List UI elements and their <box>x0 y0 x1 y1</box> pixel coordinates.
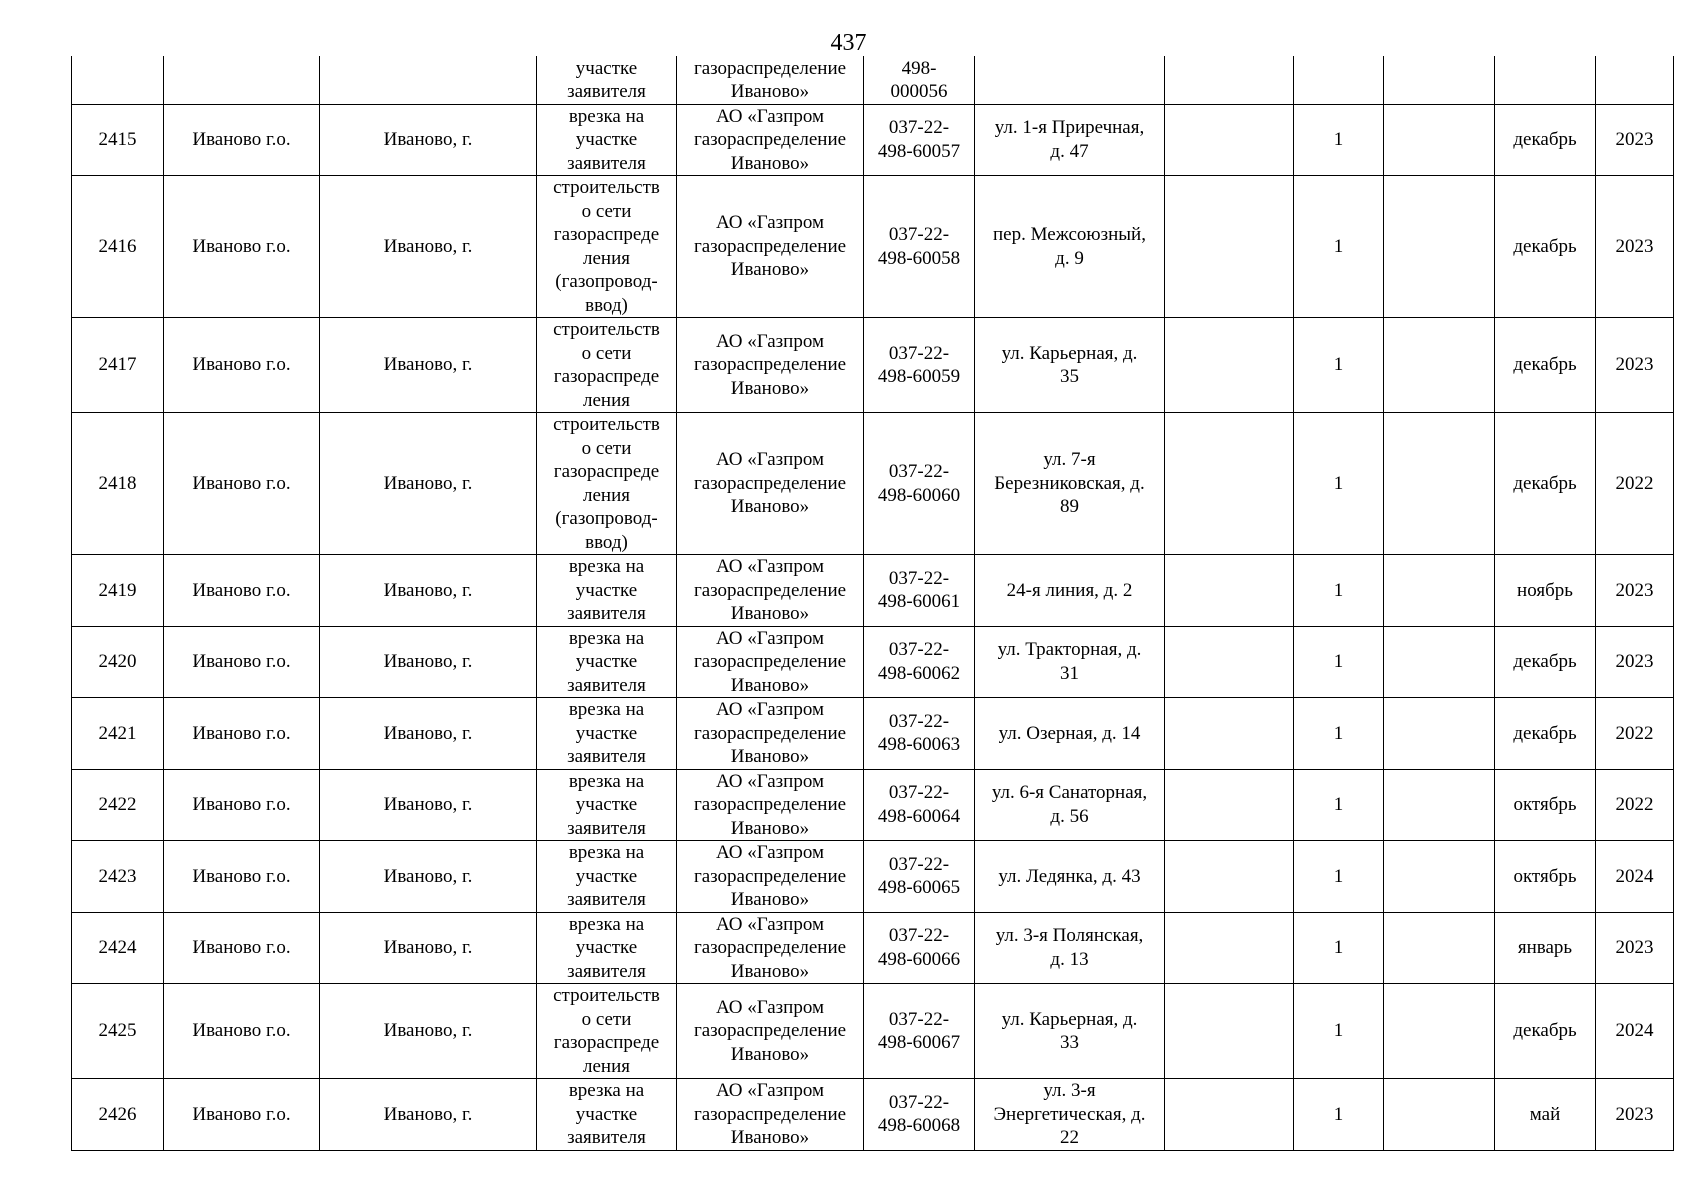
cell-code: 037-22- 498-60061 <box>864 555 975 627</box>
cell-locality: Иваново, г. <box>320 626 537 698</box>
cell-locality: Иваново, г. <box>320 841 537 913</box>
cell-organization: АО «Газпром газораспределение Иваново» <box>677 176 864 318</box>
cell-work-type: врезка на участке заявителя <box>537 698 677 770</box>
cell-locality: Иваново, г. <box>320 555 537 627</box>
cell-address: ул. Карьерная, д. 35 <box>975 318 1165 413</box>
table-row <box>72 176 1674 318</box>
cell-locality: Иваново, г. <box>320 698 537 770</box>
cell-code: 037-22- 498-60067 <box>864 984 975 1079</box>
cell-district: Иваново г.о. <box>164 104 320 176</box>
cell-number: 2420 <box>72 626 164 698</box>
cell-extra <box>1165 318 1294 413</box>
cell-blank <box>1384 769 1495 841</box>
cell-number: 2417 <box>72 318 164 413</box>
cell-year: 2022 <box>1596 413 1674 555</box>
cell-year: 2023 <box>1596 176 1674 318</box>
cell-year: 2023 <box>1596 626 1674 698</box>
cell-year: 2022 <box>1596 698 1674 770</box>
cell-quantity: 1 <box>1294 841 1384 913</box>
cell-year: 2023 <box>1596 318 1674 413</box>
cell-organization: АО «Газпром газораспределение Иваново» <box>677 413 864 555</box>
cell-year: 2023 <box>1596 104 1674 176</box>
cell-number: 2421 <box>72 698 164 770</box>
cell-work-type: врезка на участке заявителя <box>537 626 677 698</box>
cell-quantity: 1 <box>1294 413 1384 555</box>
table-row <box>72 841 1674 913</box>
cell-blank <box>1384 1079 1495 1151</box>
continuation-row <box>72 56 1674 104</box>
cell-work-type: врезка на участке заявителя <box>537 769 677 841</box>
cell-organization: АО «Газпром газораспределение Иваново» <box>677 1079 864 1151</box>
cell-quantity: 1 <box>1294 318 1384 413</box>
cell-blank <box>1384 56 1495 104</box>
cell-month: декабрь <box>1495 413 1596 555</box>
cell-blank <box>1384 555 1495 627</box>
cell-quantity: 1 <box>1294 698 1384 770</box>
registry-table-body <box>72 56 1674 1150</box>
cell-district: Иваново г.о. <box>164 318 320 413</box>
cell-month: декабрь <box>1495 626 1596 698</box>
cell-address: ул. 6-я Санаторная, д. 56 <box>975 769 1165 841</box>
cell-year: 2024 <box>1596 984 1674 1079</box>
cell-work-type: врезка на участке заявителя <box>537 555 677 627</box>
cell-quantity: 1 <box>1294 984 1384 1079</box>
cell-blank <box>1384 104 1495 176</box>
cell-blank <box>1384 698 1495 770</box>
cell-code: 037-22- 498-60058 <box>864 176 975 318</box>
cell-month: май <box>1495 1079 1596 1151</box>
table-row <box>72 555 1674 627</box>
cell-extra <box>1165 769 1294 841</box>
cell-locality: Иваново, г. <box>320 984 537 1079</box>
cell-month: ноябрь <box>1495 555 1596 627</box>
table-row <box>72 104 1674 176</box>
cell-address: ул. Озерная, д. 14 <box>975 698 1165 770</box>
cell-quantity: 1 <box>1294 626 1384 698</box>
cell-blank <box>1384 912 1495 984</box>
cell-organization: АО «Газпром газораспределение Иваново» <box>677 318 864 413</box>
cell-locality: Иваново, г. <box>320 1079 537 1151</box>
cell-extra <box>1165 1079 1294 1151</box>
cell-work-type: врезка на участке заявителя <box>537 1079 677 1151</box>
cell-month <box>1495 56 1596 104</box>
cell-address: ул. Ледянка, д. 43 <box>975 841 1165 913</box>
cell-address: ул. 7-я Березниковская, д. 89 <box>975 413 1165 555</box>
cell-number: 2416 <box>72 176 164 318</box>
cell-extra <box>1165 176 1294 318</box>
table-row <box>72 413 1674 555</box>
registry-table <box>71 56 1674 1151</box>
cell-address <box>975 56 1165 104</box>
cell-code: 037-22- 498-60066 <box>864 912 975 984</box>
cell-month: декабрь <box>1495 104 1596 176</box>
page-number: 437 <box>830 30 867 56</box>
cell-month: октябрь <box>1495 769 1596 841</box>
table-row <box>72 626 1674 698</box>
cell-quantity: 1 <box>1294 912 1384 984</box>
cell-organization: АО «Газпром газораспределение Иваново» <box>677 104 864 176</box>
cell-extra <box>1165 555 1294 627</box>
cell-locality: Иваново, г. <box>320 769 537 841</box>
cell-district: Иваново г.о. <box>164 912 320 984</box>
cell-organization: АО «Газпром газораспределение Иваново» <box>677 769 864 841</box>
cell-work-type: строительств о сети газораспреде ления (газопровод- ввод) <box>537 176 677 318</box>
table-row <box>72 912 1674 984</box>
cell-district: Иваново г.о. <box>164 841 320 913</box>
cell-quantity: 1 <box>1294 555 1384 627</box>
cell-number: 2423 <box>72 841 164 913</box>
cell-quantity <box>1294 56 1384 104</box>
cell-blank <box>1384 318 1495 413</box>
cell-month: декабрь <box>1495 698 1596 770</box>
cell-work-type: участке заявителя <box>537 56 677 104</box>
cell-code: 037-22- 498-60057 <box>864 104 975 176</box>
cell-organization: газораспределение Иваново» <box>677 56 864 104</box>
cell-organization: АО «Газпром газораспределение Иваново» <box>677 626 864 698</box>
cell-extra <box>1165 841 1294 913</box>
cell-year: 2023 <box>1596 912 1674 984</box>
cell-number: 2418 <box>72 413 164 555</box>
cell-address: ул. Карьерная, д. 33 <box>975 984 1165 1079</box>
cell-work-type: врезка на участке заявителя <box>537 104 677 176</box>
cell-locality: Иваново, г. <box>320 318 537 413</box>
cell-month: декабрь <box>1495 176 1596 318</box>
cell-organization: АО «Газпром газораспределение Иваново» <box>677 555 864 627</box>
cell-year: 2022 <box>1596 769 1674 841</box>
cell-code: 037-22- 498-60062 <box>864 626 975 698</box>
cell-blank <box>1384 413 1495 555</box>
cell-blank <box>1384 626 1495 698</box>
cell-work-type: врезка на участке заявителя <box>537 912 677 984</box>
cell-number: 2422 <box>72 769 164 841</box>
cell-district: Иваново г.о. <box>164 698 320 770</box>
cell-work-type: строительств о сети газораспреде ления <box>537 318 677 413</box>
cell-extra <box>1165 698 1294 770</box>
cell-extra <box>1165 104 1294 176</box>
cell-address: 24-я линия, д. 2 <box>975 555 1165 627</box>
cell-address: ул. 3-я Полянская, д. 13 <box>975 912 1165 984</box>
cell-year: 2023 <box>1596 1079 1674 1151</box>
cell-extra <box>1165 626 1294 698</box>
cell-year <box>1596 56 1674 104</box>
cell-district: Иваново г.о. <box>164 413 320 555</box>
cell-year: 2023 <box>1596 555 1674 627</box>
cell-organization: АО «Газпром газораспределение Иваново» <box>677 698 864 770</box>
cell-year: 2024 <box>1596 841 1674 913</box>
cell-month: октябрь <box>1495 841 1596 913</box>
cell-number: 2419 <box>72 555 164 627</box>
cell-code: 037-22- 498-60059 <box>864 318 975 413</box>
cell-work-type: строительств о сети газораспреде ления (газопровод- ввод) <box>537 413 677 555</box>
cell-address: пер. Межсоюзный, д. 9 <box>975 176 1165 318</box>
cell-quantity: 1 <box>1294 1079 1384 1151</box>
cell-month: декабрь <box>1495 318 1596 413</box>
cell-locality: Иваново, г. <box>320 912 537 984</box>
cell-number: 2426 <box>72 1079 164 1151</box>
cell-code: 037-22- 498-60064 <box>864 769 975 841</box>
cell-district: Иваново г.о. <box>164 555 320 627</box>
cell-code: 037-22- 498-60065 <box>864 841 975 913</box>
cell-code: 498- 000056 <box>864 56 975 104</box>
cell-code: 037-22- 498-60060 <box>864 413 975 555</box>
table-row <box>72 984 1674 1079</box>
cell-extra <box>1165 912 1294 984</box>
cell-address: ул. 1-я Приречная, д. 47 <box>975 104 1165 176</box>
cell-district: Иваново г.о. <box>164 1079 320 1151</box>
cell-code: 037-22- 498-60068 <box>864 1079 975 1151</box>
cell-locality: Иваново, г. <box>320 176 537 318</box>
cell-work-type: врезка на участке заявителя <box>537 841 677 913</box>
cell-blank <box>1384 176 1495 318</box>
cell-district: Иваново г.о. <box>164 626 320 698</box>
cell-organization: АО «Газпром газораспределение Иваново» <box>677 912 864 984</box>
cell-number: 2425 <box>72 984 164 1079</box>
cell-district: Иваново г.о. <box>164 176 320 318</box>
cell-month: январь <box>1495 912 1596 984</box>
cell-blank <box>1384 984 1495 1079</box>
cell-number: 2415 <box>72 104 164 176</box>
cell-locality: Иваново, г. <box>320 104 537 176</box>
cell-extra <box>1165 984 1294 1079</box>
cell-address: ул. 3-я Энергетическая, д. 22 <box>975 1079 1165 1151</box>
cell-extra <box>1165 413 1294 555</box>
cell-blank <box>1384 841 1495 913</box>
cell-number: 2424 <box>72 912 164 984</box>
cell-number <box>72 56 164 104</box>
cell-quantity: 1 <box>1294 176 1384 318</box>
cell-address: ул. Тракторная, д. 31 <box>975 626 1165 698</box>
cell-locality <box>320 56 537 104</box>
cell-locality: Иваново, г. <box>320 413 537 555</box>
table-row <box>72 769 1674 841</box>
cell-month: декабрь <box>1495 984 1596 1079</box>
cell-organization: АО «Газпром газораспределение Иваново» <box>677 841 864 913</box>
cell-extra <box>1165 56 1294 104</box>
cell-code: 037-22- 498-60063 <box>864 698 975 770</box>
cell-district: Иваново г.о. <box>164 769 320 841</box>
cell-work-type: строительств о сети газораспреде ления <box>537 984 677 1079</box>
cell-district: Иваново г.о. <box>164 984 320 1079</box>
table-row <box>72 1079 1674 1151</box>
cell-organization: АО «Газпром газораспределение Иваново» <box>677 984 864 1079</box>
table-row <box>72 698 1674 770</box>
cell-quantity: 1 <box>1294 104 1384 176</box>
cell-district <box>164 56 320 104</box>
table-row <box>72 318 1674 413</box>
cell-quantity: 1 <box>1294 769 1384 841</box>
